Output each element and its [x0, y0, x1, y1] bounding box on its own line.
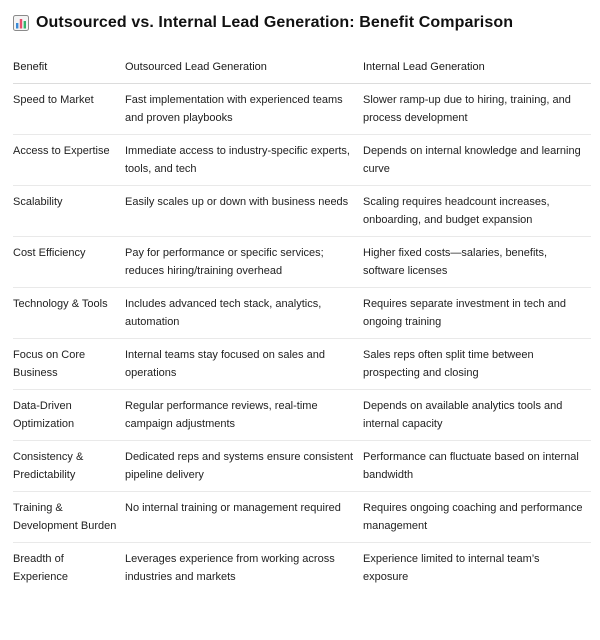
header-outsourced: Outsourced Lead Generation: [125, 56, 363, 84]
outsourced-cell: Pay for performance or specific services; reduces hiring/training overhead: [125, 237, 363, 288]
benefit-cell: Technology & Tools: [13, 288, 125, 339]
internal-cell: Performance can fluctuate based on internal bandwidth: [363, 441, 591, 492]
outsourced-cell: Internal teams stay focused on sales and operations: [125, 339, 363, 390]
header-benefit: Benefit: [13, 56, 125, 84]
benefit-cell: Access to Expertise: [13, 135, 125, 186]
table-row: [13, 237, 591, 288]
outsourced-cell: Fast implementation with experienced teams and proven playbooks: [125, 84, 363, 135]
page-title: Outsourced vs. Internal Lead Generation: Benefit Comparison: [36, 14, 514, 31]
table-row: [13, 84, 591, 135]
internal-cell: Depends on internal knowledge and learning curve: [363, 135, 591, 186]
internal-cell: Slower ramp-up due to hiring, training, and process development: [363, 84, 591, 135]
outsourced-cell: Includes advanced tech stack, analytics, automation: [125, 288, 363, 339]
benefit-cell: Focus on Core Business: [13, 339, 125, 390]
benefit-cell: Scalability: [13, 186, 125, 237]
outsourced-cell: Dedicated reps and systems ensure consistent pipeline delivery: [125, 441, 363, 492]
table-row: [13, 441, 591, 492]
outsourced-cell: Immediate access to industry-specific experts, tools, and tech: [125, 135, 363, 186]
table-body: [13, 84, 591, 594]
benefit-cell: Breadth of Experience: [13, 553, 69, 583]
table-row: [13, 135, 591, 186]
benefit-cell: Cost Efficiency: [13, 237, 125, 288]
table-row: [13, 186, 591, 237]
title-row: [13, 12, 590, 34]
benefit-cell: Speed to Market: [13, 84, 125, 135]
internal-cell: Higher fixed costs—salaries, benefits, software licenses: [363, 237, 591, 288]
outsourced-cell: No internal training or management required: [125, 492, 363, 543]
table-row: [13, 288, 591, 339]
benefit-cell: Training & Development Burden: [13, 492, 125, 543]
internal-cell: Requires separate investment in tech and ongoing training: [363, 288, 591, 339]
benefit-cell: Data-Driven Optimization: [13, 390, 125, 441]
outsourced-cell: Easily scales up or down with business needs: [125, 186, 363, 237]
internal-cell: Scaling requires headcount increases, onboarding, and budget expansion: [363, 186, 591, 237]
header-internal: Internal Lead Generation: [363, 56, 591, 84]
internal-cell: Sales reps often split time between prospecting and closing: [363, 339, 591, 390]
outsourced-cell: Regular performance reviews, real-time campaign adjustments: [125, 390, 363, 441]
table-row: [13, 492, 591, 543]
benefit-cell: Consistency & Predictability: [13, 441, 125, 492]
comparison-table: [13, 56, 591, 593]
table-header: [13, 56, 591, 84]
table-row: [13, 390, 591, 441]
header-row: [13, 56, 591, 84]
table-row: [13, 543, 591, 594]
internal-cell: Experience limited to internal team’s exposure: [363, 553, 540, 583]
table-row: [13, 339, 591, 390]
internal-cell: Depends on available analytics tools and internal capacity: [363, 390, 591, 441]
outsourced-cell: Leverages experience from working across industries and markets: [125, 553, 335, 583]
internal-cell: Requires ongoing coaching and performance management: [363, 492, 591, 543]
bar-chart-icon: [13, 15, 29, 31]
